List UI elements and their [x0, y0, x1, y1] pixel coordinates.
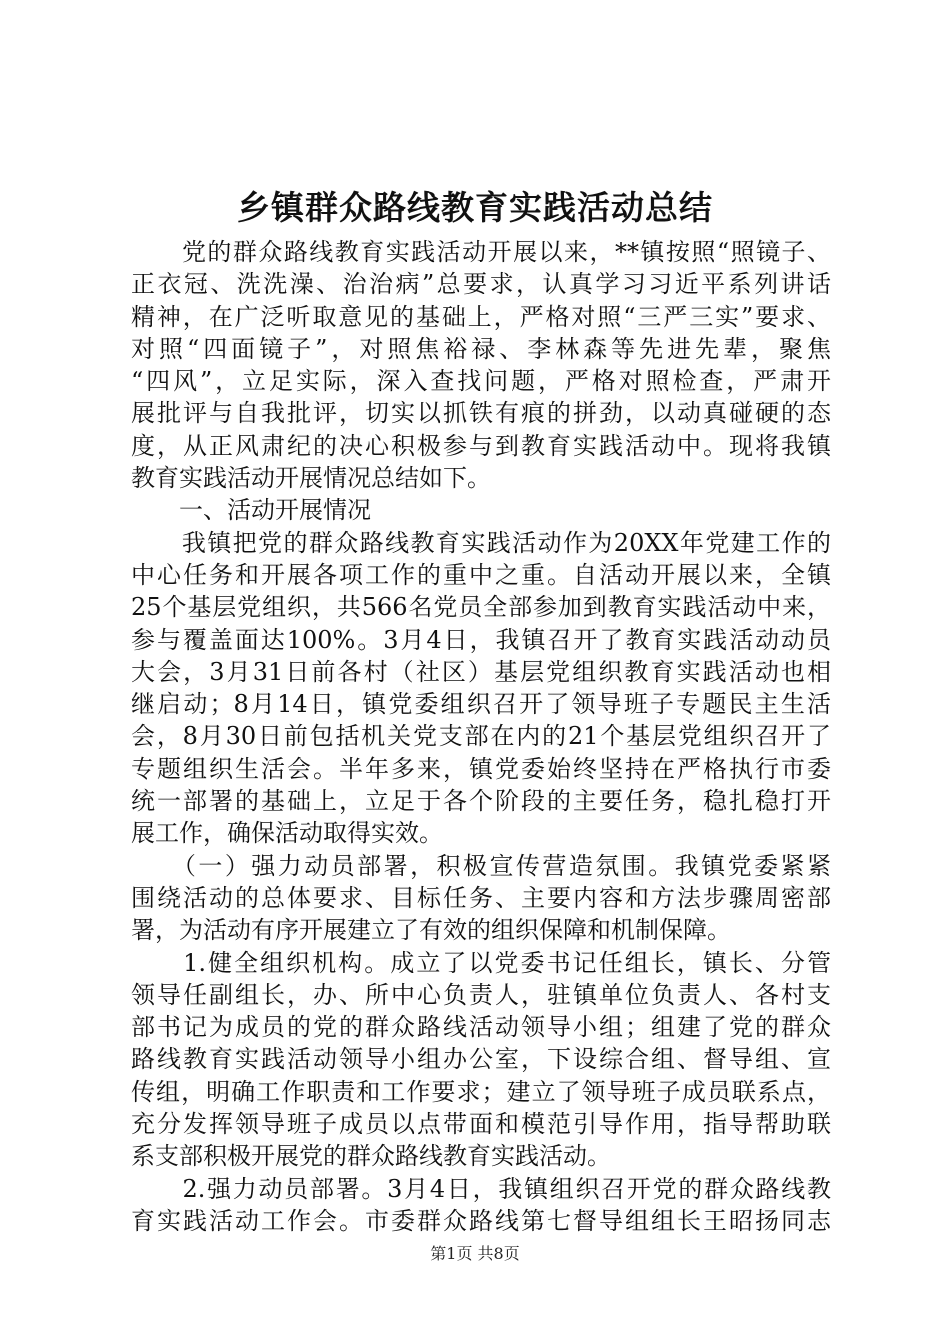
body-line: 系支部积极开展党的群众路线教育实践活动。 [131, 1142, 611, 1171]
body-line: 统一部署的基础上，立足于各个阶段的主要任务，稳扎稳打开 [131, 787, 831, 816]
page-footer: 第1页 共8页 [430, 1244, 520, 1263]
body-line: 1.健全组织机构。成立了以党委书记任组长，镇长、分管 [131, 948, 831, 977]
body-line: 25个基层党组织，共566名党员全部参加到教育实践活动中来， [131, 593, 831, 622]
body-line: 会，8月30日前包括机关党支部在内的21个基层党组织召开了 [131, 722, 831, 751]
body-line: 专题组织生活会。半年多来，镇党委始终坚持在严格执行市委 [131, 754, 831, 783]
body-line: 领导任副组长，办、所中心负责人，驻镇单位负责人、各村支 [131, 980, 831, 1009]
body-line: 教育实践活动开展情况总结如下。 [131, 464, 491, 493]
body-line: 参与覆盖面达100%。3月4日，我镇召开了教育实践活动动员 [131, 625, 831, 654]
body-line: 正衣冠、洗洗澡、治治病”总要求，认真学习习近平系列讲话 [131, 270, 831, 299]
body-line: 大会，3月31日前各村（社区）基层党组织教育实践活动也相 [131, 657, 831, 686]
body-line: 我镇把党的群众路线教育实践活动作为20XX年党建工作的 [131, 528, 831, 557]
body-line: 对照“四面镜子”，对照焦裕禄、李林森等先进先辈，聚焦 [131, 334, 831, 363]
body-line: （一）强力动员部署，积极宣传营造氛围。我镇党委紧紧 [131, 851, 831, 880]
body-line: 中心任务和开展各项工作的重中之重。自活动开展以来，全镇 [131, 560, 831, 589]
document-title: 乡镇群众路线教育实践活动总结 [237, 188, 713, 227]
body-line: “四风”，立足实际，深入查找问题，严格对照检查，严肃开 [131, 367, 831, 396]
body-line: 继启动；8月14日，镇党委组织召开了领导班子专题民主生活 [131, 690, 831, 719]
body-line: 围绕活动的总体要求、目标任务、主要内容和方法步骤周密部 [131, 883, 831, 912]
body-line: 展批评与自我批评，切实以抓铁有痕的拼劲，以动真碰硬的态 [131, 399, 831, 428]
body-line: 展工作，确保活动取得实效。 [131, 819, 443, 848]
document-body [131, 236, 831, 1237]
body-line: 度，从正风肃纪的决心积极参与到教育实践活动中。现将我镇 [131, 431, 831, 460]
body-line: 育实践活动工作会。市委群众路线第七督导组组长王昭扬同志 [131, 1206, 831, 1235]
body-line: 路线教育实践活动领导小组办公室，下设综合组、督导组、宣 [131, 1045, 831, 1074]
body-line: 署，为活动有序开展建立了有效的组织保障和机制保障。 [131, 916, 731, 945]
body-line: 充分发挥领导班子成员以点带面和模范引导作用，指导帮助联 [131, 1110, 831, 1139]
body-line: 传组，明确工作职责和工作要求；建立了领导班子成员联系点， [131, 1077, 831, 1106]
body-line: 2.强力动员部署。3月4日，我镇组织召开党的群众路线教 [131, 1174, 831, 1203]
body-line: 精神，在广泛听取意见的基础上，严格对照“三严三实”要求、 [131, 302, 831, 331]
body-line: 一、活动开展情况 [131, 496, 371, 525]
body-line: 党的群众路线教育实践活动开展以来，**镇按照“照镜子、 [131, 238, 831, 266]
body-line: 部书记为成员的党的群众路线活动领导小组；组建了党的群众 [131, 1013, 831, 1042]
